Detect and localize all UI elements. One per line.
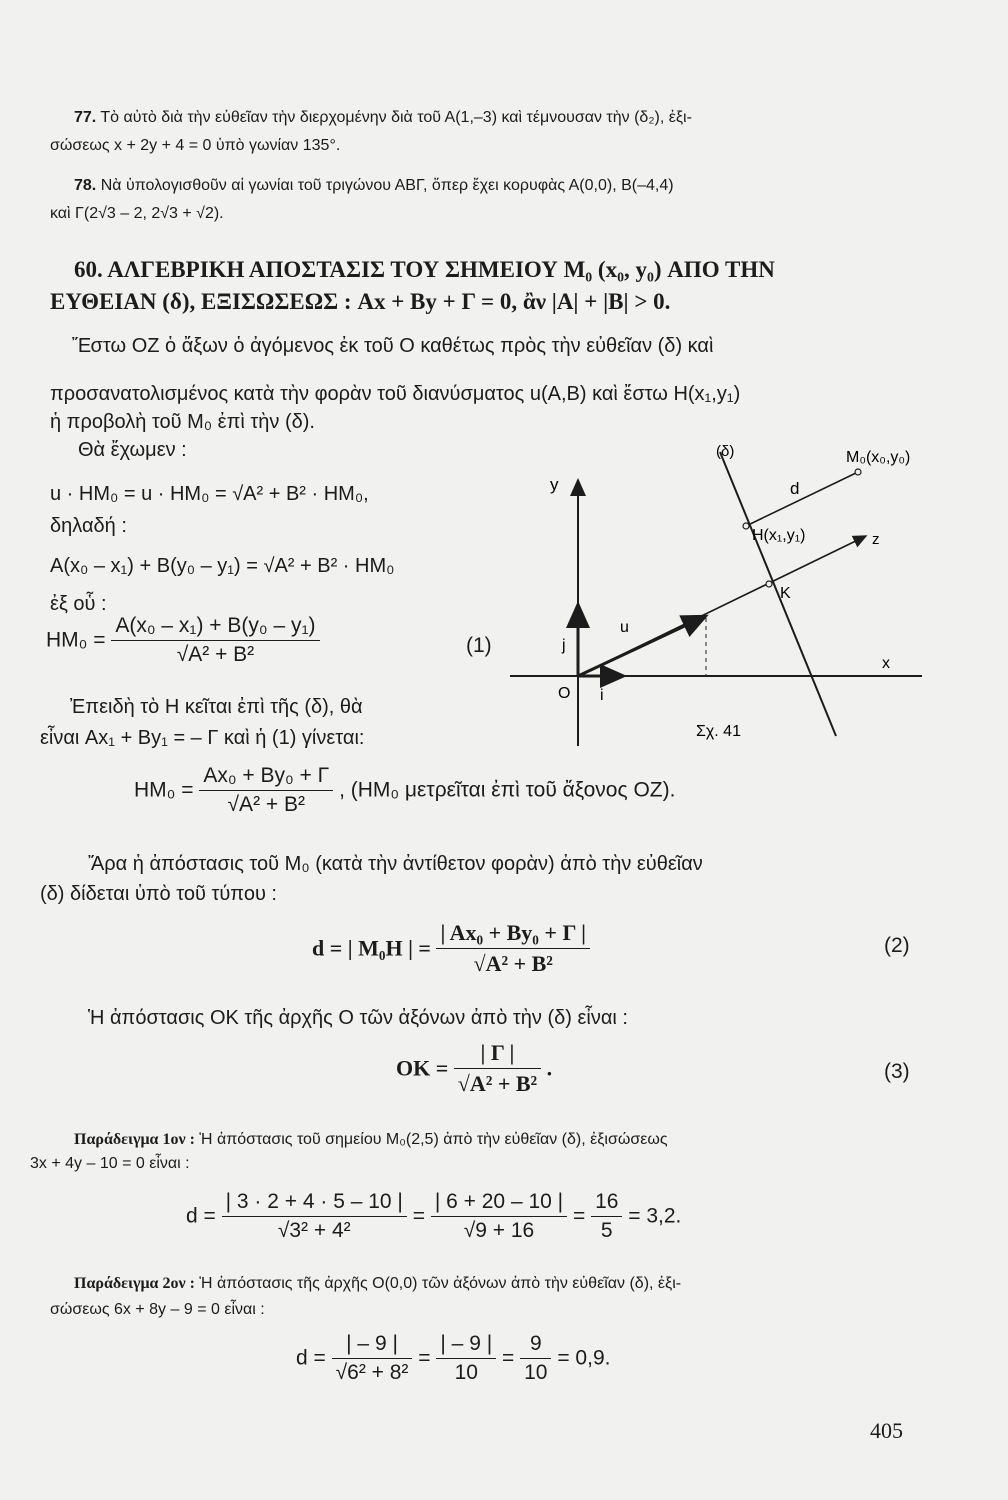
numerator: | – 9 | [332,1332,413,1359]
exercise-text: Νὰ ὑπολογισθοῦν αἱ γωνίαι τοῦ τριγώνου ΑΒΓ, ὅπερ ἔχει κορυφὰς Α(0,0), Β(–4,4) [100,177,674,194]
paragraph: δηλαδή : [50,515,127,537]
paragraph: εἶναι Ax₁ + By₁ = – Γ καὶ ἡ (1) γίνεται: [40,727,365,749]
label-o: O [558,685,571,702]
equation: u · HM₀ = u · HM₀ = √A² + B² · HM₀, [50,483,369,505]
denominator: √3² + 4² [277,1219,351,1242]
numerator: A(x₀ – x₁) + B(y₀ – y₁) [111,614,319,641]
example-2-cont: σώσεως 6x + 8y – 9 = 0 εἶναι : [50,1301,265,1318]
exercise-77 [74,106,692,130]
label-y: y [550,475,559,494]
equation-tag: (2) [884,934,910,957]
fraction [431,1190,567,1243]
label-x: x [882,655,890,672]
equation-lhs: d = | M₀H | = [312,935,431,961]
paragraph: Ἐπειδὴ τὸ H κεῖται ἐπὶ τῆς (δ), θὰ [70,696,363,718]
equation-1 [46,614,320,667]
u-vector [578,616,706,676]
section-title: 60. ΑΛΓΕΒΡΙΚΗ ΑΠΟΣΤΑΣΙΣ ΤΟΥ ΣΗΜΕΙΟΥ M₀ (x₀, y₀) ΑΠΟ ΤΗΝ [74,257,775,282]
example-1-equation [186,1190,681,1243]
fraction [591,1190,622,1243]
paragraph: Θὰ ἔχωμεν : [78,439,187,461]
denominator: √6² + 8² [335,1361,409,1384]
example-1 [74,1128,668,1152]
paragraph: ἡ προβολὴ τοῦ M₀ ἐπὶ τὴν (δ). [50,411,315,433]
paragraph: προσανατολισμένος κατὰ τὴν φορὰν τοῦ διανύσματος u(A,B) καὶ ἔστω H(x₁,y₁) [50,383,741,405]
line-delta [720,452,836,736]
paragraph: ἐξ οὗ : [50,593,107,615]
point-h [743,523,749,529]
exercise-78 [74,174,674,198]
exercise-text: Τὸ αὐτὸ διὰ τὴν εὐθεῖαν τὴν διερχομένην διὰ τοῦ Α(1,–3) καὶ τέμνουσαν τὴν (δ₂), ἐξι- [100,109,692,126]
label-m0: M₀(x₀,y₀) [846,449,911,466]
equation-lhs: OK = [396,1055,449,1081]
example-2-equation [296,1332,610,1385]
paragraph: Ἔστω OZ ὁ ἄξων ὁ ἀγόμενος ἐκ τοῦ Ο καθέτως πρὸς τὴν εὐθεῖαν (δ) καὶ [72,335,714,357]
denominator: √A² + B² [176,643,255,666]
point-k [766,581,772,587]
numerator: Ax₀ + By₀ + Γ [199,764,333,791]
fraction [332,1332,413,1385]
equals-sign: = [572,1204,586,1228]
paragraph: (δ) δίδεται ὑπὸ τοῦ τύπου : [40,883,277,905]
fraction [199,764,333,817]
segment-hm0 [746,472,858,526]
equation-lhs: HM₀ = [46,628,106,652]
denominator: 10 [454,1361,478,1384]
numerator: | – 9 | [436,1332,496,1359]
equation-dot: . [546,1055,553,1081]
equation-lhs: d = [186,1204,216,1228]
equation-2 [312,920,590,977]
figure-41 [500,436,980,776]
point-m0 [855,469,861,475]
label-i: i [600,687,604,704]
example-label: Παράδειγμα 1ον : [74,1131,195,1148]
denominator: √A² + B² [227,793,305,816]
label-j: j [562,637,566,654]
fraction [454,1040,541,1097]
equals-sign: = [418,1346,431,1370]
result: = 0,9. [557,1346,611,1370]
denominator: 10 [524,1361,548,1384]
exercise-number: 77. [74,109,97,126]
denominator: 5 [600,1219,613,1242]
example-label: Παράδειγμα 2ον : [74,1275,195,1292]
figure-caption: Σχ. 41 [696,723,741,740]
section-title-cont: ΕΥΘΕΙΑΝ (δ), ΕΞΙΣΩΣΕΩΣ : Ax + By + Γ = 0, ἂν |A| + |B| > 0. [50,289,671,314]
equals-sign: = [412,1204,425,1228]
paragraph: Ἄρα ἡ ἀπόστασις τοῦ M₀ (κατὰ τὴν ἀντίθετον φορὰν) ἀπὸ τὴν εὐθεῖαν [88,853,703,875]
numerator: 16 [591,1190,622,1217]
equation: A(x₀ – x₁) + B(y₀ – y₁) = √A² + B² · HM₀ [50,555,395,577]
paragraph: Ἡ ἀπόστασις OK τῆς ἀρχῆς O τῶν ἀξόνων ἀπὸ τὴν (δ) εἶναι : [88,1007,628,1029]
equation-lhs: HM₀ = [134,778,194,802]
equation-lhs: d = [296,1346,326,1370]
denominator: √A² + B² [457,1071,538,1096]
fraction [436,920,589,977]
label-h: H(x₁,y₁) [752,527,806,544]
example-2 [74,1272,681,1296]
label-u: u [620,619,629,636]
fraction [222,1190,407,1243]
equation-3 [396,1040,552,1097]
label-d: d [790,479,800,498]
label-delta: (δ) [716,443,735,460]
numerator: | Γ | [454,1040,541,1069]
exercise-78-cont: καὶ Γ(2√3 – 2, 2√3 + √2). [50,205,224,222]
denominator: √9 + 16 [463,1219,535,1242]
page-number: 405 [870,1418,903,1443]
equation-tag: (1) [466,634,492,657]
example-text: Ἡ ἀπόστασις τοῦ σημείου M₀(2,5) ἀπὸ τὴν εὐθεῖαν (δ), ἐξισώσεως [199,1131,668,1148]
fraction [436,1332,496,1385]
exercise-77-cont: σώσεως x + 2y + 4 = 0 ὑπὸ γωνίαν 135°. [50,137,341,154]
numerator: | 6 + 20 – 10 | [431,1190,567,1217]
denominator: √A² + B² [473,951,553,976]
exercise-number: 78. [74,177,97,194]
numerator: | 3 · 2 + 4 · 5 – 10 | [222,1190,407,1217]
equation-tag: (3) [884,1060,910,1083]
equation-note: , (HM₀ μετρεῖται ἐπὶ τοῦ ἄξονος OZ). [339,778,676,802]
label-k: K [780,585,791,602]
numerator: | Ax₀ + By₀ + Γ | [436,920,589,949]
result: = 3,2. [628,1204,682,1228]
label-z: z [872,531,880,548]
numerator: 9 [520,1332,551,1359]
fraction [111,614,319,667]
equals-sign: = [502,1346,515,1370]
example-text: Ἡ ἀπόστασις τῆς ἀρχῆς O(0,0) τῶν ἀξόνων ἀπὸ τὴν εὐθεῖαν (δ), ἐξι- [199,1275,682,1292]
fraction [520,1332,551,1385]
example-1-cont: 3x + 4y – 10 = 0 εἶναι : [30,1155,190,1172]
